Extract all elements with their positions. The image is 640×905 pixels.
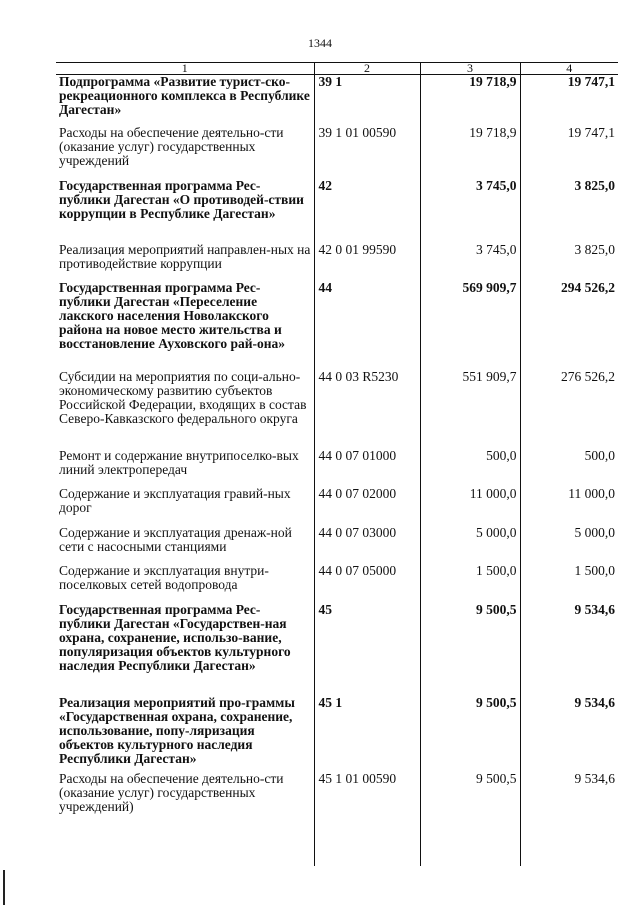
row-value-4: 9 534,6 xyxy=(520,603,618,696)
row-value-3: 3 745,0 xyxy=(420,179,520,243)
row-name: Содержание и эксплуатация гравий-ных дорог xyxy=(59,485,291,515)
column-header-row xyxy=(56,63,618,75)
row-code: 44 0 03 R5230 xyxy=(314,370,420,449)
page-number: 1344 xyxy=(308,36,332,50)
budget-table xyxy=(56,62,618,866)
row-code: 45 xyxy=(314,603,420,696)
row-code: 44 0 07 02000 xyxy=(314,487,420,526)
row-value-3: 3 745,0 xyxy=(420,243,520,281)
table-row xyxy=(56,370,618,449)
table-row xyxy=(56,772,618,828)
row-name: Расходы на обеспечение деятельно-сти (оказание услуг) государственных учреждений xyxy=(59,124,284,168)
empty-cell xyxy=(56,828,314,866)
row-value-4: 11 000,0 xyxy=(520,487,618,526)
table-row xyxy=(56,526,618,564)
row-name: Содержание и эксплуатация дренаж-ной сети с насосными станциями xyxy=(59,524,292,554)
row-name: Содержание и эксплуатация внутри-поселковых сетей водопровода xyxy=(59,562,269,592)
table-row xyxy=(56,281,618,370)
row-name: Реализация мероприятий про-граммы «Государственная охрана, сохранение, использование, попу-ляризация объектов культурного наследия Республики Дагестан» xyxy=(59,694,295,766)
row-value-4: 19 747,1 xyxy=(520,126,618,179)
row-code: 45 1 xyxy=(314,696,420,772)
table-row xyxy=(56,179,618,243)
row-value-4: 5 000,0 xyxy=(520,526,618,564)
row-value-3: 5 000,0 xyxy=(420,526,520,564)
table-row xyxy=(56,696,618,772)
row-code: 39 1 01 00590 xyxy=(314,126,420,179)
column-header: 3 xyxy=(420,63,520,75)
row-name: Подпрограмма «Развитие турист-ско-рекреационного комплекса в Республике Дагестан» xyxy=(59,74,310,117)
table-tail-row xyxy=(56,828,618,866)
row-code: 44 0 07 05000 xyxy=(314,564,420,603)
row-code: 44 0 07 01000 xyxy=(314,449,420,487)
table-row xyxy=(56,487,618,526)
row-value-3: 19 718,9 xyxy=(420,126,520,179)
row-value-3: 19 718,9 xyxy=(420,75,520,126)
row-value-3: 1 500,0 xyxy=(420,564,520,603)
row-code: 45 1 01 00590 xyxy=(314,772,420,828)
row-value-4: 19 747,1 xyxy=(520,75,618,126)
row-code: 44 0 07 03000 xyxy=(314,526,420,564)
empty-cell xyxy=(420,828,520,866)
row-value-3: 9 500,5 xyxy=(420,772,520,828)
row-name: Государственная программа Рес-публики Дагестан «Переселение лакского населения Новолакского района на новое место жительства и восстановление Ауховского рай-она» xyxy=(59,279,286,351)
table-row xyxy=(56,126,618,179)
row-value-3: 11 000,0 xyxy=(420,487,520,526)
row-name: Расходы на обеспечение деятельно-сти (оказание услуг) государственных учреждений) xyxy=(59,770,284,814)
row-code: 39 1 xyxy=(314,75,420,126)
row-value-4: 3 825,0 xyxy=(520,179,618,243)
empty-cell xyxy=(520,828,618,866)
empty-cell xyxy=(314,828,420,866)
row-value-3: 500,0 xyxy=(420,449,520,487)
row-name: Государственная программа Рес-публики Дагестан «О противодей-ствии коррупции в Республике Дагестан» xyxy=(59,177,304,221)
column-header: 2 xyxy=(314,63,420,75)
row-value-4: 276 526,2 xyxy=(520,370,618,449)
row-code: 42 0 01 99590 xyxy=(314,243,420,281)
row-value-4: 500,0 xyxy=(520,449,618,487)
row-value-3: 9 500,5 xyxy=(420,603,520,696)
table-row xyxy=(56,603,618,696)
row-code: 44 xyxy=(314,281,420,370)
row-name: Ремонт и содержание внутрипоселко-вых линий электропередач xyxy=(59,447,299,477)
row-value-4: 294 526,2 xyxy=(520,281,618,370)
table-row xyxy=(56,449,618,487)
table-row xyxy=(56,243,618,281)
row-name: Государственная программа Рес-публики Дагестан «Государствен-ная охрана, сохранение, использо-вание, популяризация объектов культурного наследия Республики Дагестан» xyxy=(59,601,291,673)
row-value-4: 9 534,6 xyxy=(520,696,618,772)
row-code: 42 xyxy=(314,179,420,243)
row-value-3: 569 909,7 xyxy=(420,281,520,370)
row-value-4: 9 534,6 xyxy=(520,772,618,828)
table-row xyxy=(56,564,618,603)
row-name: Субсидии на мероприятия по соци-ально-экономическому развитию субъектов Российской Федерации, входящих в состав Северо-Кавказского федерального округа xyxy=(59,368,307,426)
row-value-4: 3 825,0 xyxy=(520,243,618,281)
scan-edge-mark xyxy=(3,870,5,905)
row-value-3: 9 500,5 xyxy=(420,696,520,772)
row-value-4: 1 500,0 xyxy=(520,564,618,603)
row-name: Реализация мероприятий направлен-ных на противодействие коррупции xyxy=(59,241,311,271)
row-value-3: 551 909,7 xyxy=(420,370,520,449)
column-header: 4 xyxy=(520,63,618,75)
column-header: 1 xyxy=(56,63,314,75)
table-row xyxy=(56,75,618,126)
